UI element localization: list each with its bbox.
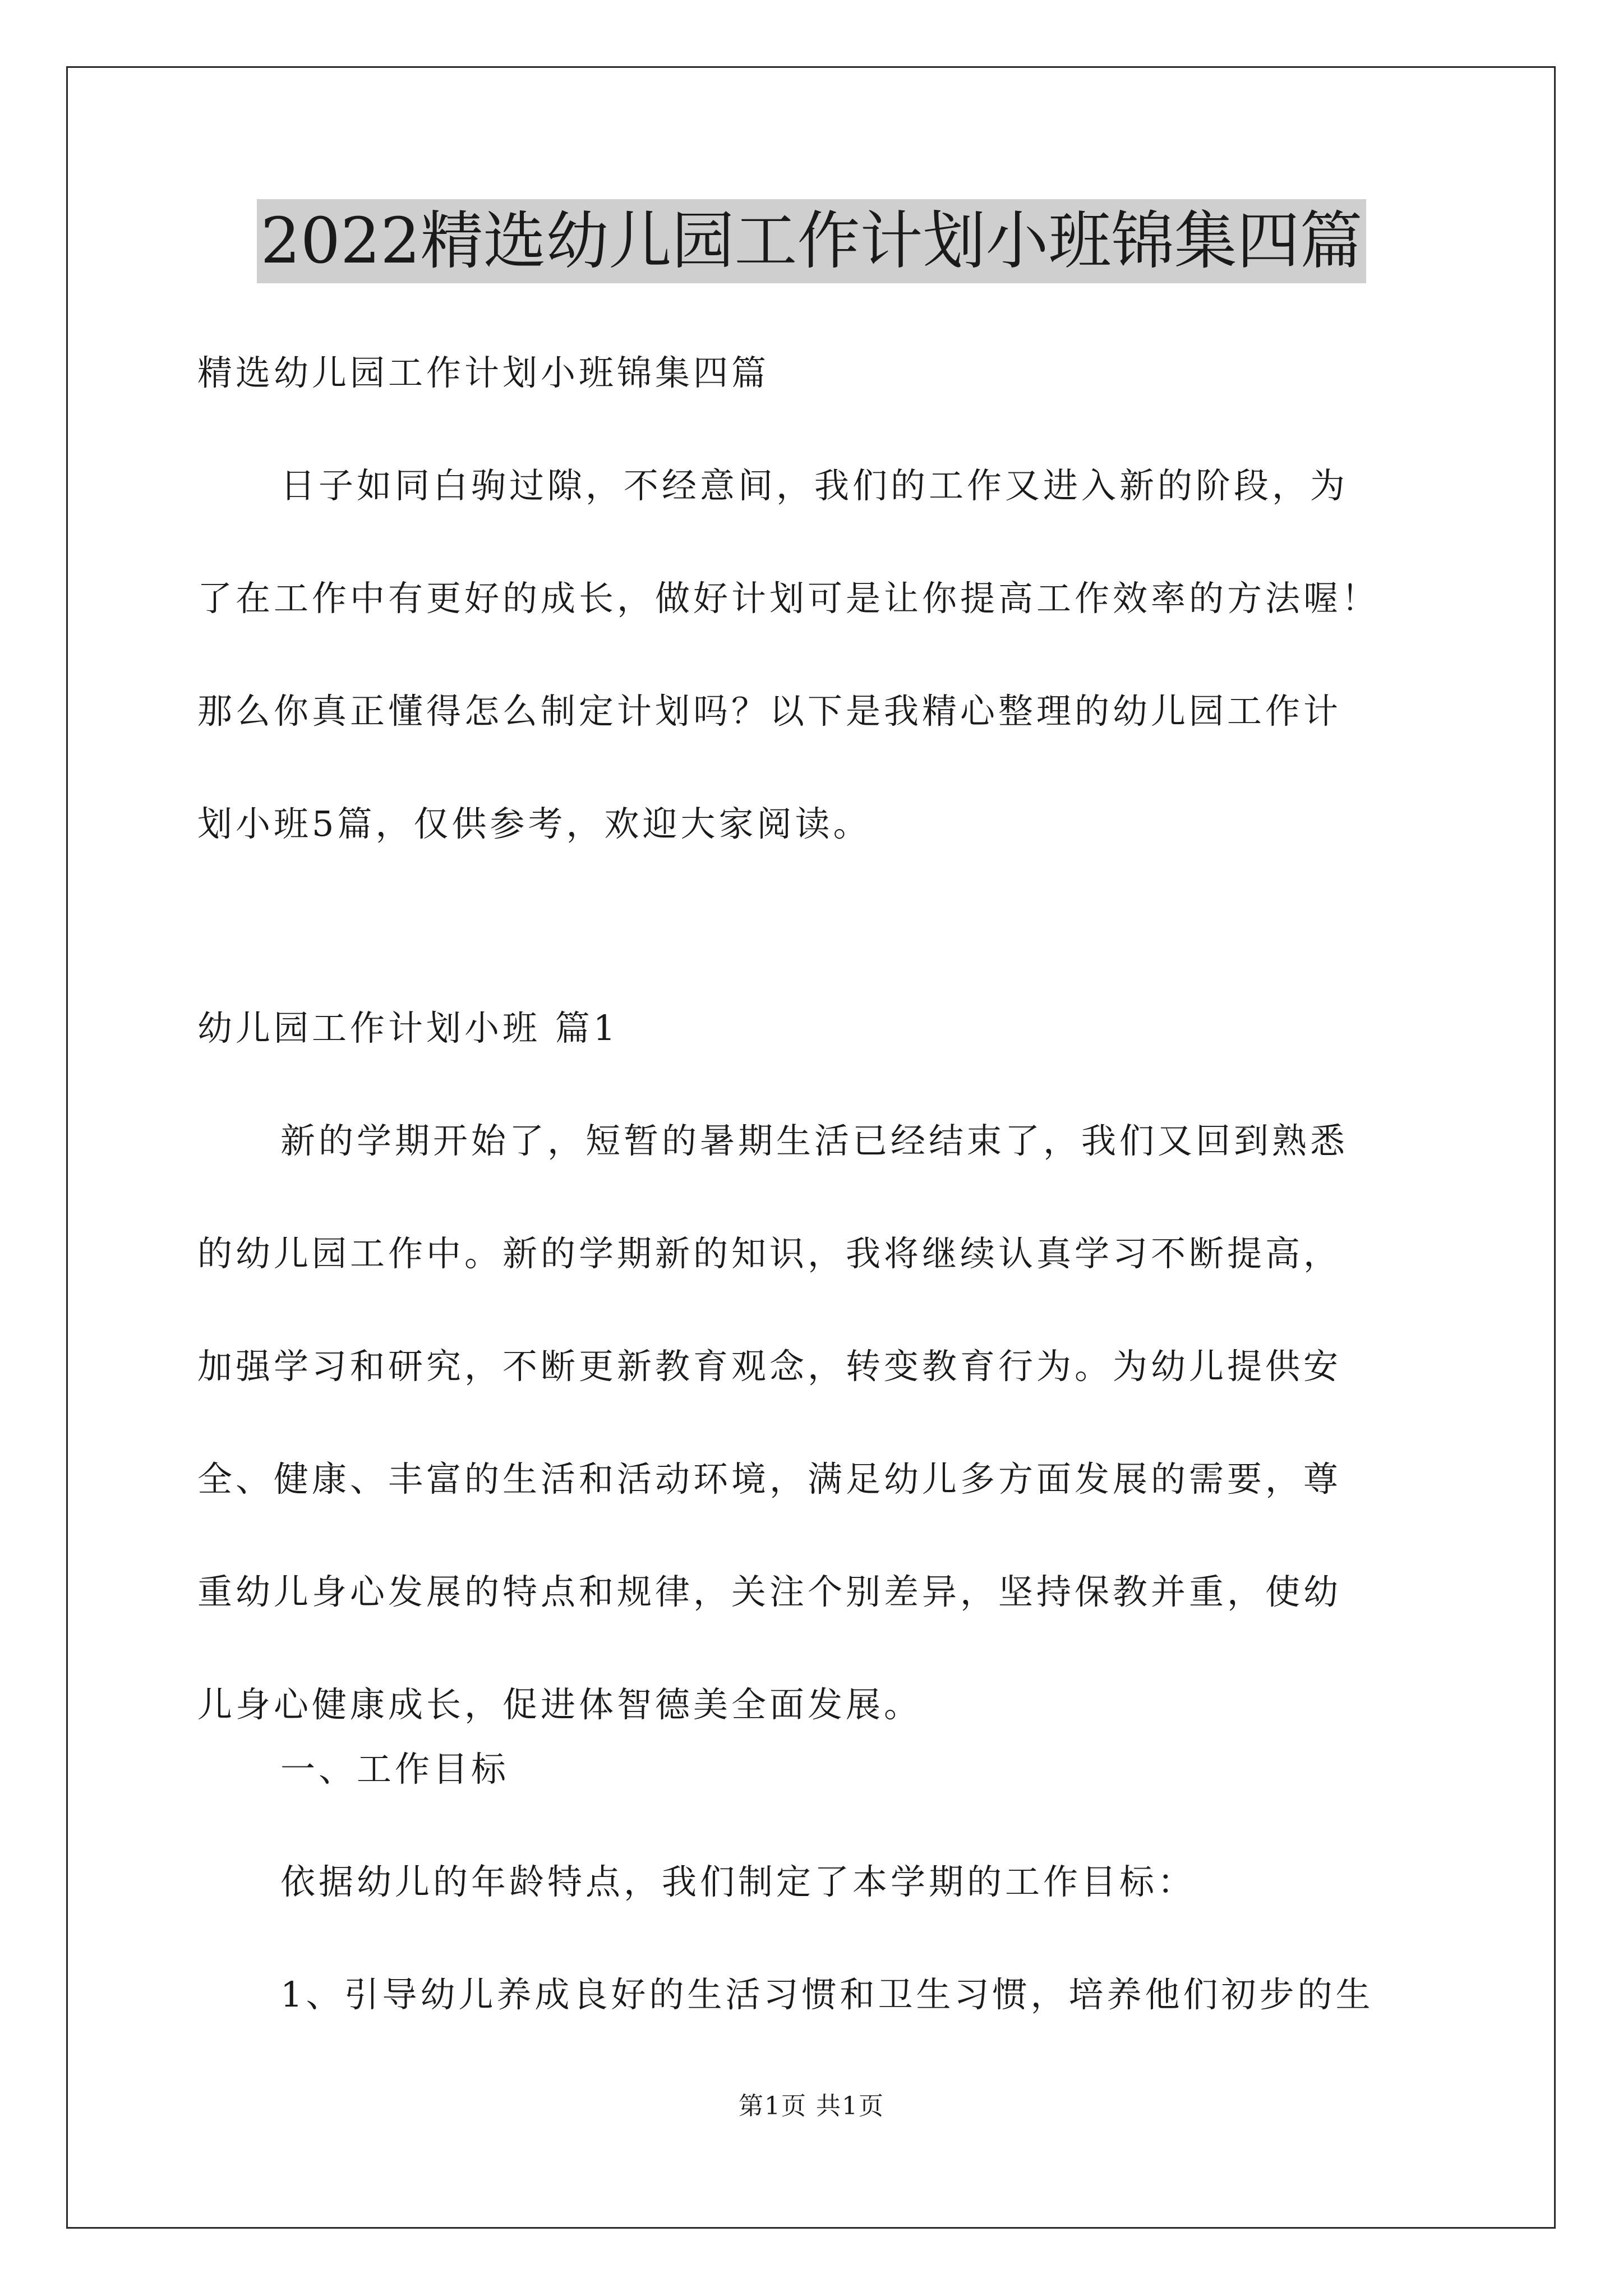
section-heading: 幼儿园工作计划小班 篇1 <box>197 1007 619 1048</box>
paragraph-line: 的幼儿园工作中。新的学期新的知识，我将继续认真学习不断提高， <box>197 1233 1342 1274</box>
intro-line: 日子如同白驹过隙，不经意间，我们的工作又进入新的阶段，为 <box>280 465 1349 506</box>
intro-line: 划小班5篇，仅供参考，欢迎大家阅读。 <box>197 803 872 844</box>
goal-intro: 依据幼儿的年龄特点，我们制定了本学期的工作目标： <box>280 1861 1196 1902</box>
paragraph-line: 儿身心健康成长，促进体智德美全面发展。 <box>197 1684 923 1725</box>
goal-heading: 一、工作目标 <box>280 1749 510 1789</box>
page-footer: 第1页 共1页 <box>739 2092 884 2120</box>
intro-line: 那么你真正懂得怎么制定计划吗？以下是我精心整理的幼儿园工作计 <box>197 691 1342 731</box>
document-title: 2022精选幼儿园工作计划小班锦集四篇 <box>257 199 1366 283</box>
paragraph-line: 新的学期开始了，短暂的暑期生活已经结束了，我们又回到熟悉 <box>280 1120 1349 1161</box>
paragraph-line: 全、健康、丰富的生活和活动环境，满足幼儿多方面发展的需要，尊 <box>197 1458 1342 1499</box>
intro-line: 了在工作中有更好的成长，做好计划可是让你提高工作效率的方法喔！ <box>197 578 1380 619</box>
paragraph-line: 加强学习和研究，不断更新教育观念，转变教育行为。为幼儿提供安 <box>197 1346 1342 1387</box>
goal-item: 1、引导幼儿养成良好的生活习惯和卫生习惯，培养他们初步的生 <box>280 1974 1374 2015</box>
paragraph-line: 重幼儿身心发展的特点和规律，关注个别差异，坚持保教并重，使幼 <box>197 1571 1342 1612</box>
title-container <box>0 199 1623 283</box>
document-subtitle: 精选幼儿园工作计划小班锦集四篇 <box>197 352 770 393</box>
